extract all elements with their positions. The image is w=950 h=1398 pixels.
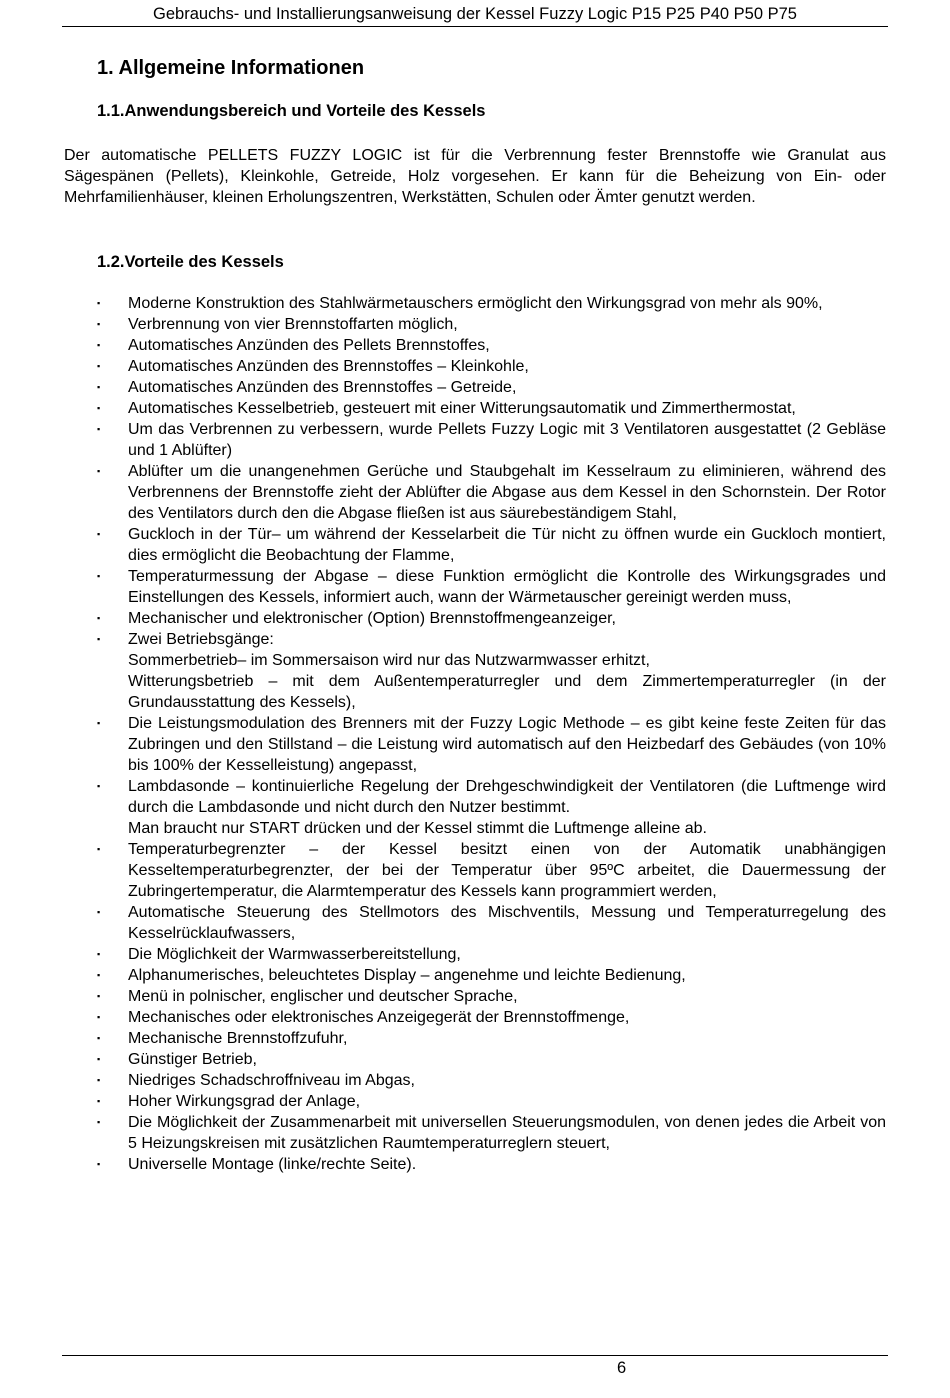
bullet-icon: ▪ [97,634,101,644]
list-item [64,965,886,986]
bullet-icon: ▪ [97,1033,101,1043]
list-item-text: Menü in polnischer, englischer und deutscher Sprache, [128,988,518,1005]
list-item-text: Mechanisches oder elektronisches Anzeigegerät der Brennstoffmenge, [128,1009,630,1026]
list-item-subline: Man braucht nur START drücken und der Kessel stimmt die Luftmenge alleine ab. [128,820,707,837]
bullet-icon: ▪ [97,781,101,791]
list-item [64,566,886,608]
list-item-text: Automatisches Anzünden des Brennstoffes – Kleinkohle, [128,358,529,375]
list-item [64,713,886,776]
list-item [64,524,886,566]
bullet-icon: ▪ [97,1054,101,1064]
list-item [64,1070,886,1091]
intro-paragraph: Der automatische PELLETS FUZZY LOGIC ist für die Verbrennung fester Brennstoffe wie Granulat aus Sägespänen (Pellets), Kleinkohle, Getreide, Holz vorgesehen. Er kann für die Beheizung von Ein- oder Mehrfamilienhäuser, kleinen Erholungszentren, Werkstätten, Schulen oder Ämter genutzt werden. [64,147,886,206]
list-item-text: Die Möglichkeit der Warmwasserbereitstellung, [128,946,461,963]
bullet-icon: ▪ [97,1096,101,1106]
list-item-text: Ablüfter um die unangenehmen Gerüche und Staubgehalt im Kesselraum zu eliminieren, während des Verbrennens der Brennstoffe zieht der Ablüfter die Abgase aus dem Kessel in den Schornstein. Der Rotor des Ventilators durch den die Abgase fließen ist aus säurebeständigem Stahl, [128,463,886,522]
bullet-icon: ▪ [97,1012,101,1022]
list-item [64,1091,886,1112]
subsection-title-2: 1.2.Vorteile des Kessels [97,253,284,271]
section-title: 1. Allgemeine Informationen [97,57,365,79]
list-item-text: Automatische Steuerung des Stellmotors des Mischventils, Messung und Temperaturregelung des Kesselrücklaufwassers, [128,904,886,942]
bullet-icon: ▪ [97,340,101,350]
advantages-list [64,293,886,1175]
bullet-icon: ▪ [97,403,101,413]
list-item-text: Die Möglichkeit der Zusammenarbeit mit universellen Steuerungsmodulen, von denen jedes die Arbeit von 5 Heizungskreisen mit zusätzlichen Raumtemperaturreglern steuert, [128,1114,886,1152]
bullet-icon: ▪ [97,571,101,581]
bullet-icon: ▪ [97,466,101,476]
list-item [64,1007,886,1028]
list-item-text: Niedriges Schadschroffniveau im Abgas, [128,1072,415,1089]
list-item-text: Lambdasonde – kontinuierliche Regelung der Drehgeschwindigkeit der Ventilatoren (die Luftmenge wird durch die Lambdasonde und nicht durch den Nutzer bestimmt. [128,778,886,816]
footer-divider [62,1355,888,1356]
bullet-icon: ▪ [97,949,101,959]
list-item [64,461,886,524]
subsection-title-1: 1.1.Anwendungsbereich und Vorteile des Kessels [97,102,486,120]
list-item-text: Temperaturbegrenzter – der Kessel besitzt einen von der Automatik unabhängigen Kesseltemperaturbegrenzter, der bei der Temperatur über 95ºC arbeitet, die Dauermessung der Zubringertemperatur, die Alarmtemperatur des Kessels kann programmiert werden, [128,841,886,900]
bullet-icon: ▪ [97,529,101,539]
list-item-text: Günstiger Betrieb, [128,1051,257,1068]
list-item [64,839,886,902]
bullet-icon: ▪ [97,424,101,434]
list-item-text: Moderne Konstruktion des Stahlwärmetauschers ermöglicht den Wirkungsgrad von mehr als 90%, [128,295,823,312]
list-item [64,902,886,944]
bullet-icon: ▪ [97,907,101,917]
list-item [64,1154,886,1175]
list-item-subline: Sommerbetrieb– im Sommersaison wird nur das Nutzwarmwasser erhitzt, [128,652,650,669]
bullet-icon: ▪ [97,991,101,1001]
bullet-icon: ▪ [97,319,101,329]
bullet-icon: ▪ [97,298,101,308]
list-item-text: Automatisches Anzünden des Pellets Brennstoffes, [128,337,490,354]
bullet-icon: ▪ [97,361,101,371]
list-item [64,608,886,629]
list-item [64,944,886,965]
list-item [64,986,886,1007]
list-item [64,335,886,356]
bullet-icon: ▪ [97,1075,101,1085]
list-item [64,629,886,713]
page-header: Gebrauchs- und Installierungsanweisung der Kessel Fuzzy Logic P15 P25 P40 P50 P75 [62,4,888,27]
bullet-icon: ▪ [97,970,101,980]
list-item [64,314,886,335]
list-item-text: Verbrennung von vier Brennstoffarten möglich, [128,316,458,333]
list-item [64,293,886,314]
list-item [64,377,886,398]
list-item-text: Automatisches Anzünden des Brennstoffes – Getreide, [128,379,517,396]
list-item [64,419,886,461]
bullet-icon: ▪ [97,613,101,623]
list-item [64,1112,886,1154]
bullet-icon: ▪ [97,382,101,392]
list-item-text: Hoher Wirkungsgrad der Anlage, [128,1093,361,1110]
list-item-subline: Witterungsbetrieb – mit dem Außentemperaturregler und dem Zimmertemperaturregler (in der Grundausstattung des Kessels), [128,673,886,711]
bullet-icon: ▪ [97,844,101,854]
list-item-text: Zwei Betriebsgänge: [128,631,274,648]
list-item-text: Mechanischer und elektronischer (Option) Brennstoffmengeanzeiger, [128,610,616,627]
list-item-text: Guckloch in der Tür– um während der Kesselarbeit die Tür nicht zu öffnen wurde ein Guckloch montiert, dies ermöglicht die Beobachtung der Flamme, [128,526,886,564]
page-number: 6 [617,1359,627,1377]
list-item [64,1049,886,1070]
list-item [64,356,886,377]
list-item-text: Temperaturmessung der Abgase – diese Funktion ermöglicht die Kontrolle des Wirkungsgrades und Einstellungen des Kessels, informiert auch, wann der Wärmetauscher gereinigt werden muss, [128,568,886,606]
list-item-text: Automatisches Kesselbetrieb, gesteuert mit einer Witterungsautomatik und Zimmerthermostat, [128,400,796,417]
list-item-text: Die Leistungsmodulation des Brenners mit der Fuzzy Logic Methode – es gibt keine feste Zeiten für das Zubringen und den Stillstand – die Leistung wird automatisch auf den Heizbedarf des Gebäudes (von 10% bis 100% der Kesselleistung) angepasst, [128,715,886,774]
list-item-text: Alphanumerisches, beleuchtetes Display – angenehme und leichte Bedienung, [128,967,686,984]
list-item [64,398,886,419]
bullet-icon: ▪ [97,1159,101,1169]
list-item-text: Um das Verbrennen zu verbessern, wurde Pellets Fuzzy Logic mit 3 Ventilatoren ausgestattet (2 Gebläse und 1 Ablüfter) [128,421,886,459]
list-item [64,776,886,839]
list-item-text: Universelle Montage (linke/rechte Seite). [128,1156,417,1173]
list-item [64,1028,886,1049]
bullet-icon: ▪ [97,718,101,728]
bullet-icon: ▪ [97,1117,101,1127]
list-item-text: Mechanische Brennstoffzufuhr, [128,1030,348,1047]
